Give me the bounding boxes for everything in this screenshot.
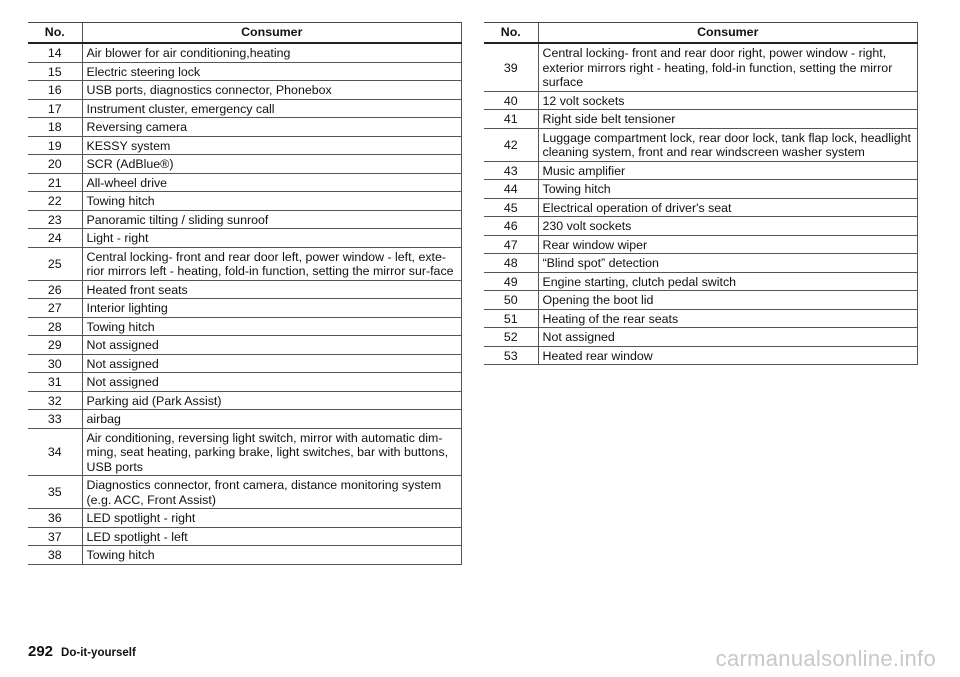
table-row [484,254,918,273]
fuse-number-cell: 33 [28,410,82,429]
table-row [28,210,462,229]
fuse-table-right-body [484,43,918,365]
table-row [28,509,462,528]
table-row [28,280,462,299]
fuse-number-cell: 31 [28,373,82,392]
table-header-row [484,23,918,44]
table-row [484,328,918,347]
consumer-cell: Light - right [82,229,462,248]
table-row [28,247,462,280]
consumer-cell: Not assigned [538,328,918,347]
consumer-cell: Parking aid (Park Assist) [82,391,462,410]
fuse-number-cell: 41 [484,110,538,129]
table-row [484,180,918,199]
fuse-number-cell: 49 [484,272,538,291]
consumer-cell: Central locking- front and rear door left, power window - left, exte-rior mirrors left - heating, fold-in function, setting the mirror sur-face [82,247,462,280]
table-row [28,410,462,429]
consumer-cell: Towing hitch [82,546,462,565]
fuse-number-cell: 15 [28,62,82,81]
fuse-number-cell: 36 [28,509,82,528]
table-row [28,81,462,100]
fuse-number-cell: 29 [28,336,82,355]
table-row [484,217,918,236]
section-title: Do-it-yourself [61,647,136,659]
table-row [28,299,462,318]
fuse-number-cell: 19 [28,136,82,155]
fuse-number-cell: 48 [484,254,538,273]
fuse-number-cell: 43 [484,161,538,180]
column-header-no: No. [484,23,538,44]
consumer-cell: Central locking- front and rear door right, power window - right, exterior mirrors right - heating, fold-in function, setting the mirror surface [538,43,918,91]
consumer-cell: Opening the boot lid [538,291,918,310]
consumer-cell: Heated front seats [82,280,462,299]
consumer-cell: Towing hitch [82,317,462,336]
table-row [484,43,918,91]
consumer-cell: Right side belt tensioner [538,110,918,129]
table-row [28,546,462,565]
table-row [484,198,918,217]
consumer-cell: Towing hitch [82,192,462,211]
fuse-number-cell: 22 [28,192,82,211]
consumer-cell: airbag [82,410,462,429]
page-number: 292 [28,643,54,660]
fuse-number-cell: 17 [28,99,82,118]
consumer-cell: Reversing camera [82,118,462,137]
fuse-number-cell: 16 [28,81,82,100]
consumer-cell: Not assigned [82,373,462,392]
table-row [28,136,462,155]
fuse-number-cell: 14 [28,43,82,62]
consumer-cell: Heated rear window [538,346,918,365]
table-row [28,155,462,174]
fuse-table-left [28,22,462,565]
column-header-consumer: Consumer [538,23,918,44]
page-footer [28,643,136,660]
fuse-number-cell: 38 [28,546,82,565]
consumer-cell: Engine starting, clutch pedal switch [538,272,918,291]
fuse-number-cell: 28 [28,317,82,336]
table-row [28,62,462,81]
fuse-number-cell: 47 [484,235,538,254]
table-row [28,476,462,509]
fuse-number-cell: 37 [28,527,82,546]
consumer-cell: Instrument cluster, emergency call [82,99,462,118]
consumer-cell: Music amplifier [538,161,918,180]
table-row [484,346,918,365]
table-row [28,527,462,546]
table-row [28,354,462,373]
fuse-number-cell: 46 [484,217,538,236]
table-row [28,428,462,476]
column-header-no: No. [28,23,82,44]
table-row [28,391,462,410]
consumer-cell: Towing hitch [538,180,918,199]
fuse-number-cell: 34 [28,428,82,476]
fuse-number-cell: 53 [484,346,538,365]
fuse-number-cell: 40 [484,91,538,110]
consumer-cell: Luggage compartment lock, rear door lock, tank flap lock, headlight cleaning system, front and rear windscreen washer system [538,128,918,161]
fuse-number-cell: 24 [28,229,82,248]
consumer-cell: Not assigned [82,354,462,373]
fuse-table-right [484,22,918,365]
consumer-cell: “Blind spot” detection [538,254,918,273]
table-row [484,272,918,291]
column-header-consumer: Consumer [82,23,462,44]
fuse-number-cell: 35 [28,476,82,509]
fuse-number-cell: 52 [484,328,538,347]
table-row [28,43,462,62]
table-row [484,161,918,180]
consumer-cell: 12 volt sockets [538,91,918,110]
table-row [28,229,462,248]
consumer-cell: Diagnostics connector, front camera, distance monitoring system (e.g. ACC, Front Assist) [82,476,462,509]
fuse-table-left-body [28,43,462,564]
consumer-cell: Interior lighting [82,299,462,318]
table-row [28,317,462,336]
consumer-cell: Not assigned [82,336,462,355]
consumer-cell: Heating of the rear seats [538,309,918,328]
consumer-cell: Panoramic tilting / sliding sunroof [82,210,462,229]
consumer-cell: LED spotlight - left [82,527,462,546]
consumer-cell: Electrical operation of driver's seat [538,198,918,217]
table-row [484,91,918,110]
consumer-cell: Electric steering lock [82,62,462,81]
table-row [484,128,918,161]
fuse-number-cell: 27 [28,299,82,318]
consumer-cell: Air blower for air conditioning,heating [82,43,462,62]
fuse-number-cell: 44 [484,180,538,199]
table-row [28,118,462,137]
consumer-cell: LED spotlight - right [82,509,462,528]
fuse-number-cell: 30 [28,354,82,373]
fuse-number-cell: 45 [484,198,538,217]
fuse-number-cell: 39 [484,43,538,91]
fuse-number-cell: 25 [28,247,82,280]
consumer-cell: SCR (AdBlue®) [82,155,462,174]
fuse-number-cell: 23 [28,210,82,229]
consumer-cell: KESSY system [82,136,462,155]
consumer-cell: Rear window wiper [538,235,918,254]
fuse-number-cell: 32 [28,391,82,410]
fuse-number-cell: 21 [28,173,82,192]
table-header-row [28,23,462,44]
watermark: carmanualsonline.info [715,646,936,671]
fuse-number-cell: 18 [28,118,82,137]
table-row [28,336,462,355]
table-row [28,192,462,211]
consumer-cell: Air conditioning, reversing light switch, mirror with automatic dim-ming, seat heating, parking brake, light switches, bar with buttons, USB ports [82,428,462,476]
consumer-cell: 230 volt sockets [538,217,918,236]
table-row [484,110,918,129]
consumer-cell: USB ports, diagnostics connector, Phonebox [82,81,462,100]
fuse-number-cell: 20 [28,155,82,174]
table-row [28,99,462,118]
fuse-number-cell: 26 [28,280,82,299]
table-row [28,373,462,392]
consumer-cell: All-wheel drive [82,173,462,192]
fuse-number-cell: 51 [484,309,538,328]
table-row [484,291,918,310]
fuse-number-cell: 50 [484,291,538,310]
table-row [28,173,462,192]
fuse-number-cell: 42 [484,128,538,161]
table-row [484,235,918,254]
table-row [484,309,918,328]
